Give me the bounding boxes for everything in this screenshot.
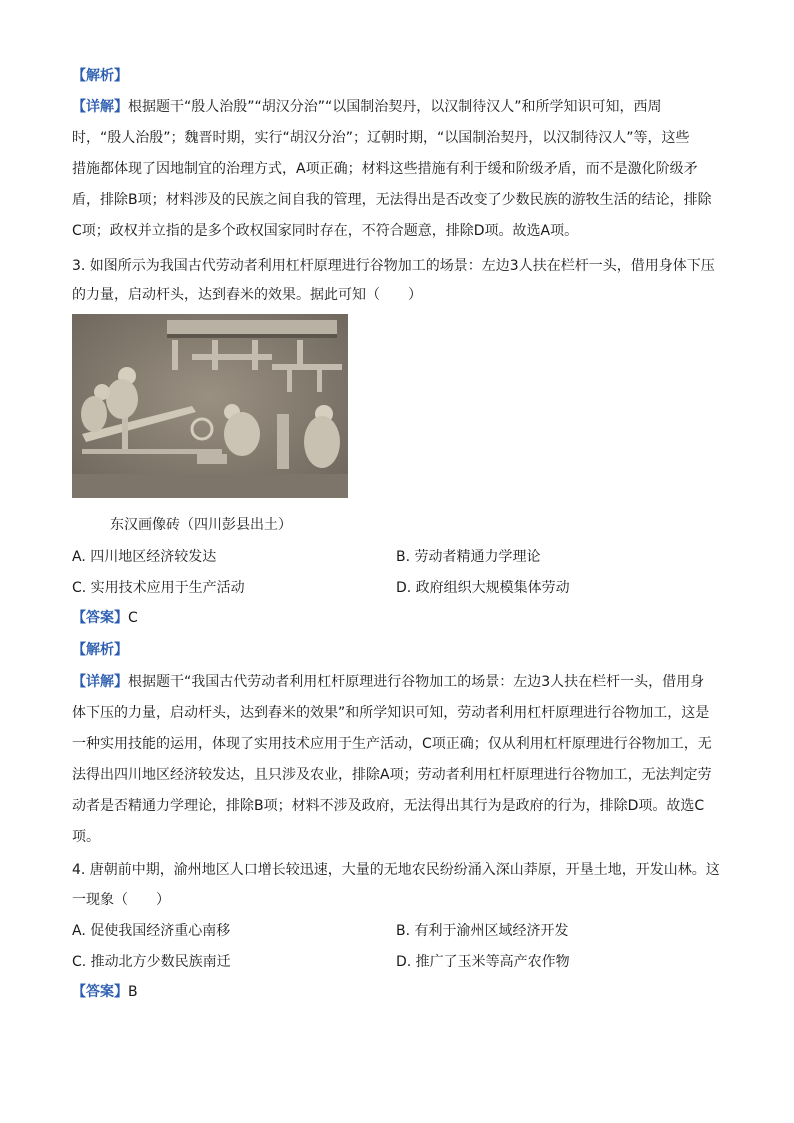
detail-line (72, 672, 704, 692)
question-3-stem: 的力量，启动杆头，达到舂米的效果。据此可知（ ） (72, 287, 422, 303)
detail-label: 【详解】 (72, 99, 128, 115)
detail-line: 动者是否精通力学理论，排除B项；材料不涉及政府，无法得出其行为是政府的行为，排除D项。故选C (72, 798, 705, 814)
option-b[interactable]: B. 劳动者精通力学理论 (396, 549, 541, 565)
detail-line: 体下压的力量，启动杆头，达到舂米的效果”和所学知识可知，劳动者利用杠杆原理进行谷物加工，这是 (72, 705, 710, 721)
detail-line: C项；政权并立指的是多个政权国家同时存在，不符合题意，排除D项。故选A项。 (72, 223, 579, 239)
options-row (72, 951, 722, 971)
options-row (72, 546, 722, 566)
option-a[interactable]: A. 四川地区经济较发达 (72, 549, 217, 565)
answer-line (72, 982, 138, 1002)
image-caption: 东汉画像砖（四川彭县出土） (110, 517, 292, 533)
detail-line: 法得出四川地区经济较发达，且只涉及农业，排除A项；劳动者利用杠杆原理进行谷物加工，无法判定劳 (72, 767, 712, 783)
option-d[interactable]: D. 政府组织大规模集体劳动 (396, 580, 570, 596)
answer-value: C (128, 610, 138, 626)
option-a[interactable]: A. 促使我国经济重心南移 (72, 923, 231, 939)
question-4-stem: 4. 唐朝前中期，渝州地区人口增长较迅速，大量的无地农民纷纷涌入深山莽原，开垦土地，开发山林。这 (72, 862, 720, 878)
detail-line: 一种实用技能的运用，体现了实用技术应用于生产活动，C项正确；仅从利用杠杆原理进行谷物加工，无 (72, 736, 712, 752)
analysis-label: 【解析】 (72, 642, 128, 658)
detail-text: 根据题干“我国古代劳动者利用杠杆原理进行谷物加工的场景：左边3人扶在栏杆一头，借用身 (128, 674, 705, 690)
detail-line: 时，“殷人治殷”；魏晋时期，实行“胡汉分治”；辽朝时期，“以国制治契丹，以汉制待汉人”等，这些 (72, 130, 690, 146)
option-c[interactable]: C. 实用技术应用于生产活动 (72, 580, 245, 596)
detail-label: 【详解】 (72, 674, 128, 690)
option-b[interactable]: B. 有利于渝州区域经济开发 (396, 923, 569, 939)
option-c[interactable]: C. 推动北方少数民族南迁 (72, 954, 231, 970)
answer-label: 【答案】 (72, 610, 128, 626)
answer-value: B (128, 984, 138, 1000)
detail-line (72, 97, 662, 117)
options-row (72, 577, 722, 597)
detail-text: 根据题干“殷人治殷”“胡汉分治”“以国制治契丹，以汉制待汉人”和所学知识可知，西周 (128, 99, 662, 115)
question-3-stem: 3. 如图所示为我国古代劳动者利用杠杆原理进行谷物加工的场景：左边3人扶在栏杆一头，借用身体下压 (72, 258, 715, 274)
han-brick-relief-image (72, 314, 348, 498)
detail-line: 盾，排除B项；材料涉及的民族之间自我的管理，无法得出是否改变了少数民族的游牧生活的结论，排除 (72, 192, 712, 208)
analysis-label: 【解析】 (72, 68, 128, 84)
answer-label: 【答案】 (72, 984, 128, 1000)
relief-picture (72, 314, 348, 498)
option-d[interactable]: D. 推广了玉米等高产农作物 (396, 954, 570, 970)
options-row (72, 920, 722, 940)
detail-line: 项。 (72, 829, 100, 845)
question-4-stem: 一现象（ ） (72, 892, 170, 908)
detail-line: 措施都体现了因地制宜的治理方式，A项正确；材料这些措施有利于缓和阶级矛盾，而不是激化阶级矛 (72, 161, 698, 177)
answer-line (72, 608, 138, 628)
